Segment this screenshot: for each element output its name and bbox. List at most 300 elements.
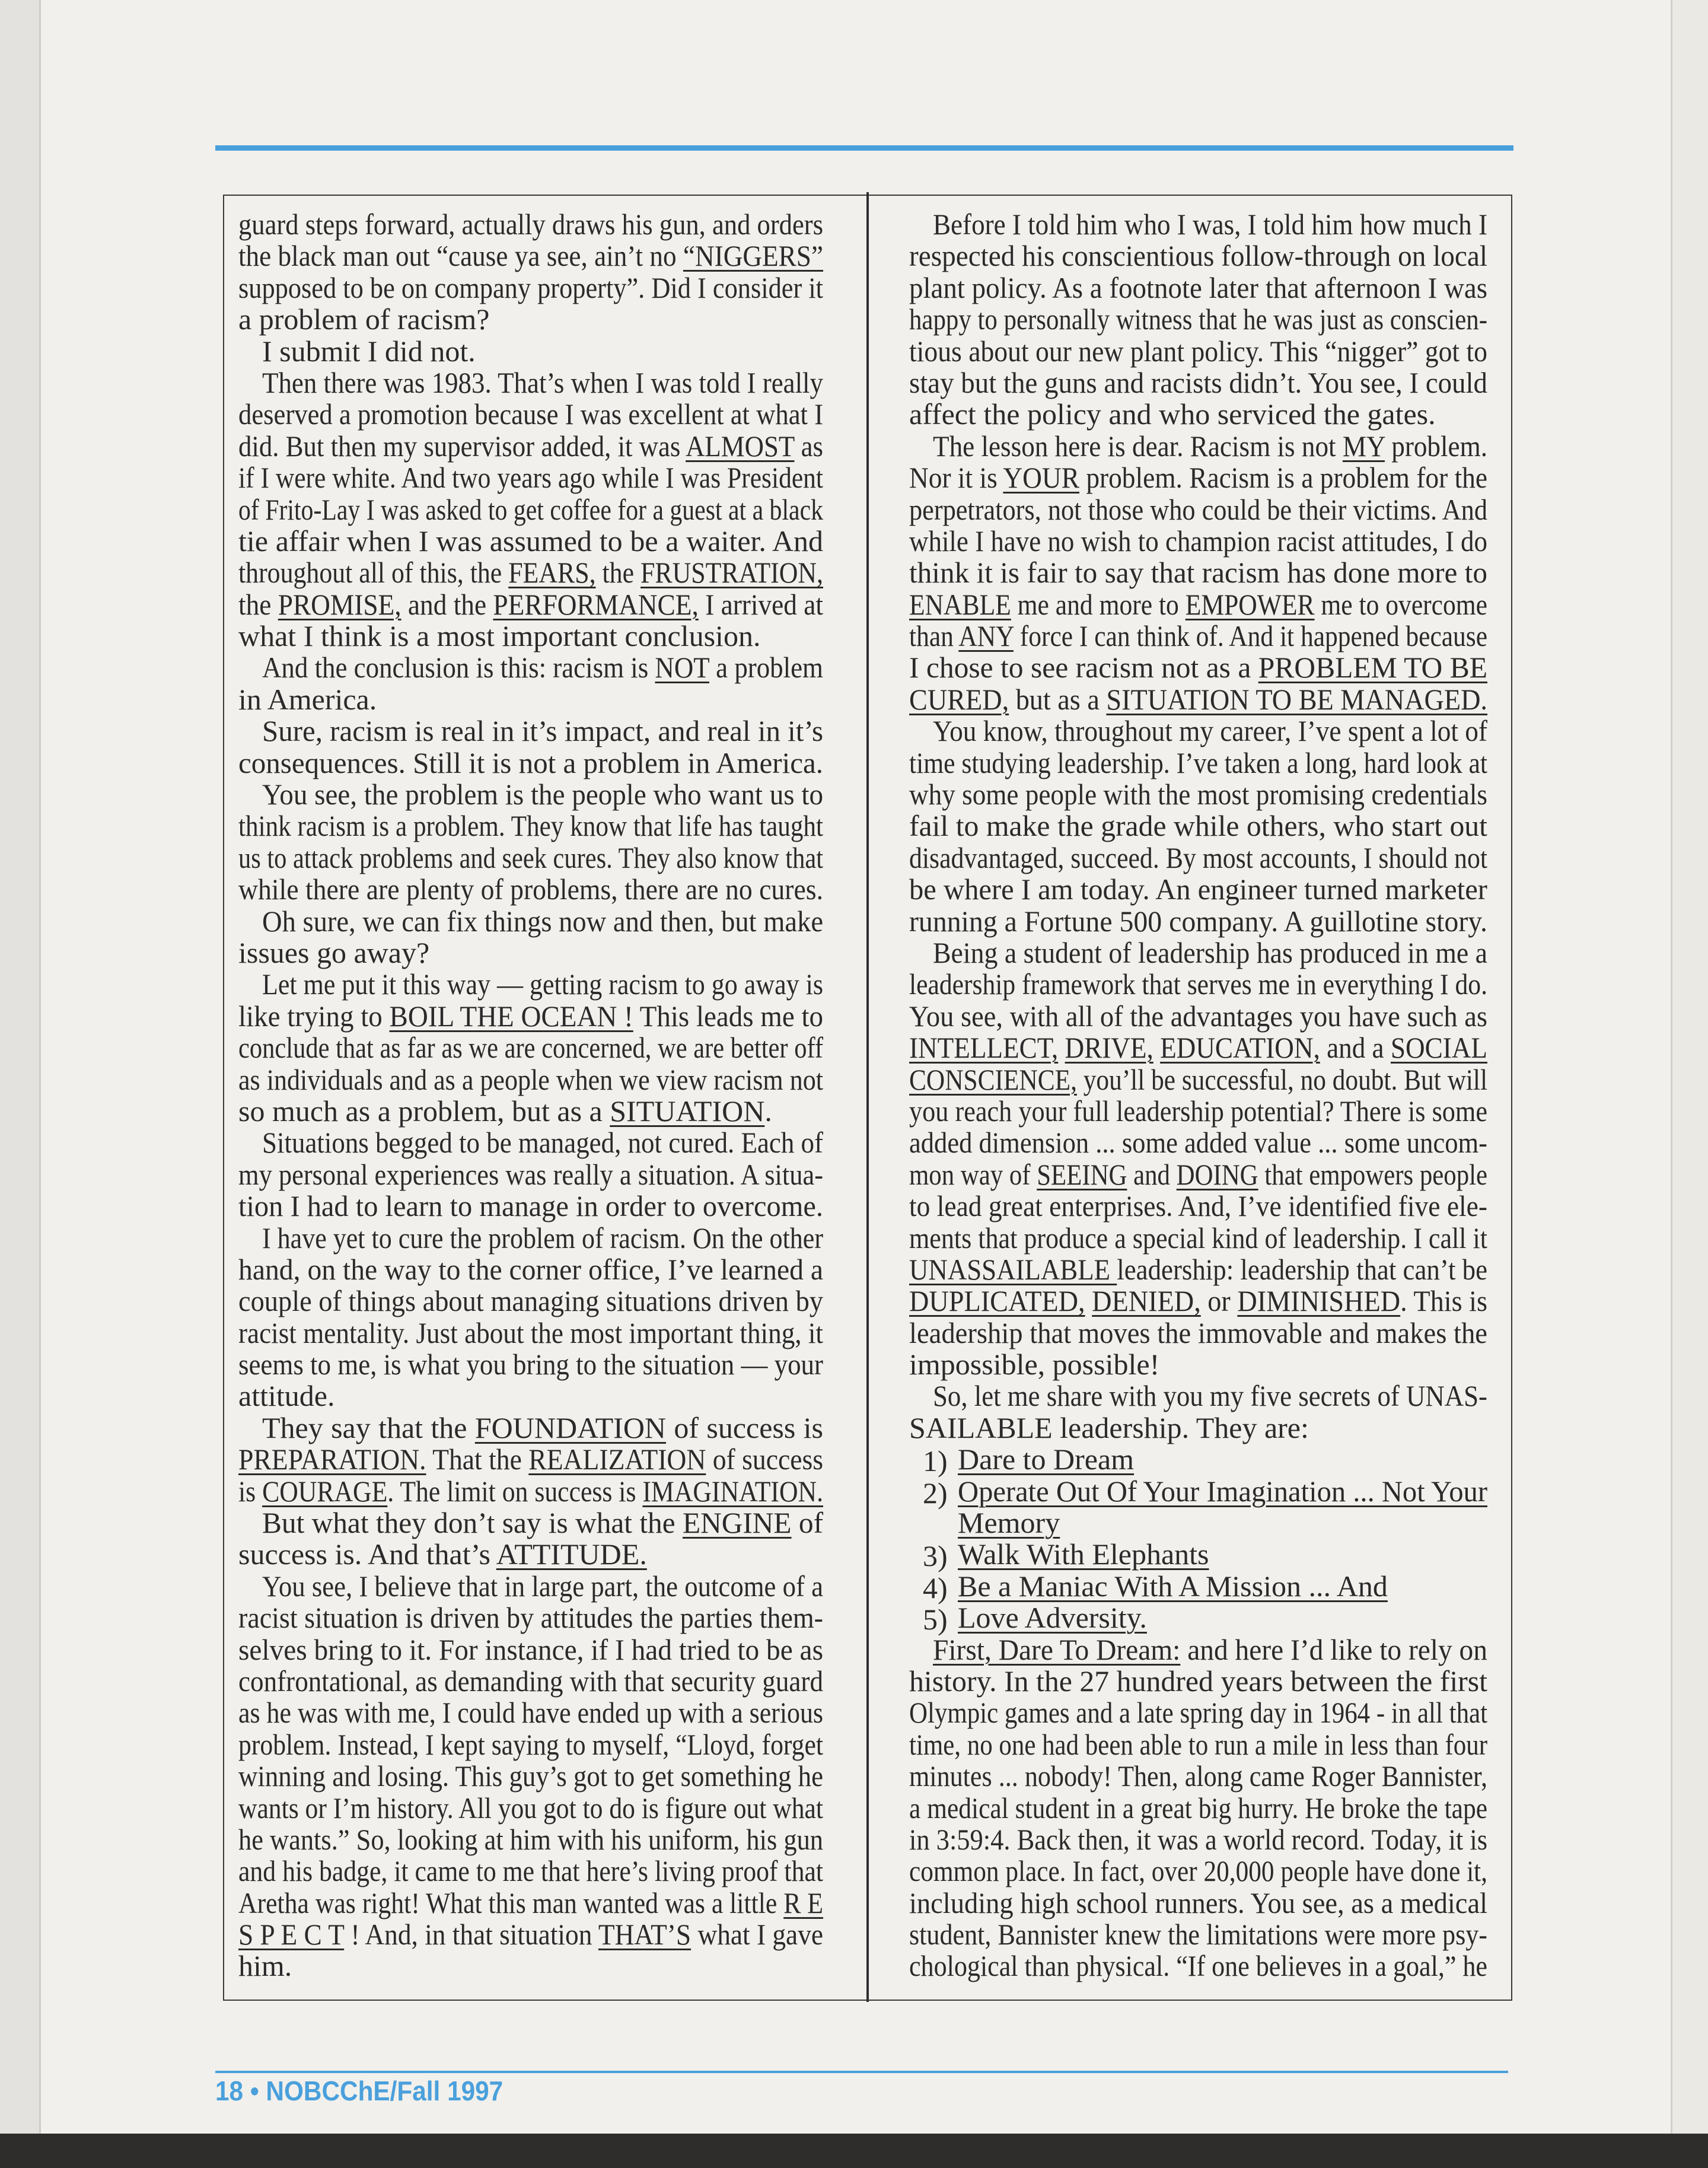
text-run: me to overcome xyxy=(1314,587,1487,621)
text-run: him. xyxy=(238,1949,292,1983)
text-line xyxy=(238,209,823,240)
text-line xyxy=(238,810,823,842)
text-line xyxy=(909,1223,1487,1254)
paragraph xyxy=(238,906,823,969)
line-text xyxy=(238,1032,823,1064)
line-text xyxy=(909,1254,1487,1285)
text-line xyxy=(238,1223,823,1254)
text-line xyxy=(909,1697,1487,1728)
line-text xyxy=(909,1285,1487,1317)
underlined-phrase: THAT’S xyxy=(598,1918,692,1951)
text-line xyxy=(238,1571,823,1602)
line-text xyxy=(238,557,823,588)
text-line xyxy=(909,399,1487,430)
text-run: problem. Instead, I kept saying to myself, “Lloyd, forget xyxy=(238,1727,823,1761)
text-line xyxy=(909,1064,1487,1096)
line-text xyxy=(262,1223,823,1254)
text-run: SAILABLE leadership. They are: xyxy=(909,1411,1309,1444)
underlined-phrase: YOUR xyxy=(1003,461,1079,495)
text-line xyxy=(909,1539,1487,1570)
text-run: guard steps forward, actually draws his gun, and orders xyxy=(238,208,823,241)
underlined-phrase: “NIGGERS” xyxy=(683,239,823,273)
line-text xyxy=(933,209,1487,240)
text-line xyxy=(909,367,1487,399)
text-run: I chose to see racism not as a xyxy=(909,651,1258,685)
text-run: time studying leadership. I’ve taken a long, hard look at xyxy=(909,746,1487,779)
underlined-phrase: R E xyxy=(783,1886,823,1919)
text-run: You see, the problem is the people who want us to xyxy=(262,778,823,811)
text-line xyxy=(909,1349,1487,1380)
text-run: Oh sure, we can fix things now and then, but make xyxy=(262,904,823,938)
text-line xyxy=(909,1919,1487,1950)
text-run: impossible, possible! xyxy=(909,1348,1160,1381)
text-run: in 3:59:4. Back then, it was a world record. Today, it is xyxy=(909,1822,1487,1856)
paragraph xyxy=(909,1634,1487,1982)
line-text xyxy=(262,1127,823,1158)
line-text xyxy=(238,1793,823,1824)
line-text xyxy=(238,1444,823,1475)
text-line xyxy=(909,1190,1487,1222)
text-run: to lead great enterprises. And, I’ve identified five ele- xyxy=(909,1189,1487,1223)
line-text xyxy=(909,747,1487,779)
text-line xyxy=(238,747,823,779)
line-text xyxy=(909,494,1487,526)
line-text xyxy=(933,715,1487,747)
text-line xyxy=(238,1697,823,1728)
line-text xyxy=(238,1855,823,1887)
line-text xyxy=(909,1697,1487,1728)
text-line xyxy=(238,1634,823,1666)
line-text xyxy=(909,1190,1487,1222)
page-binding-edge xyxy=(0,0,41,2134)
line-text xyxy=(958,1602,1147,1634)
text-run: stay but the guns and racists didn’t. You see, I could xyxy=(909,365,1487,399)
text-line xyxy=(238,1254,823,1285)
underlined-phrase: SEEING xyxy=(1037,1157,1127,1191)
line-text xyxy=(238,1887,823,1919)
text-run: and his badge, it came to me that here’s living proof that xyxy=(238,1854,823,1888)
text-line xyxy=(238,367,823,399)
paragraph xyxy=(238,1127,823,1222)
right-column xyxy=(909,209,1487,1982)
text-run: if I were white. And two years ago while I was President xyxy=(238,461,823,495)
text-run: racist situation is driven by attitudes the parties them- xyxy=(238,1601,823,1635)
text-run xyxy=(1153,1031,1160,1064)
text-line xyxy=(238,937,823,969)
header-rule xyxy=(215,145,1513,151)
text-run: minutes ... nobody! Then, along came Roger Bannister, xyxy=(909,1759,1487,1793)
text-run: This leads me to xyxy=(633,999,823,1033)
text-line xyxy=(909,1285,1487,1317)
line-text xyxy=(238,684,377,715)
column-divider xyxy=(866,192,869,2002)
text-line xyxy=(909,1666,1487,1697)
text-run: think it is fair to say that racism has done more to xyxy=(909,556,1487,590)
underlined-phrase: FOUNDATION xyxy=(474,1411,667,1444)
underlined-phrase: REALIZATION xyxy=(528,1443,706,1476)
line-text xyxy=(238,620,760,652)
text-line xyxy=(238,1919,823,1950)
text-line xyxy=(238,1666,823,1697)
underlined-phrase: INTELLECT, xyxy=(909,1031,1059,1065)
text-run xyxy=(1058,1031,1065,1064)
line-text xyxy=(238,1729,823,1760)
list-item xyxy=(909,1443,1487,1478)
text-run: me and more to xyxy=(1011,587,1186,621)
paragraph xyxy=(238,367,823,652)
text-line xyxy=(238,874,823,905)
text-run: Situations begged to be managed, not cured. Each of xyxy=(262,1126,823,1160)
text-run: Olympic games and a late spring day in 1964 - in all that xyxy=(909,1696,1487,1730)
paragraph xyxy=(238,715,823,779)
text-run: conclude that as far as we are concerned, we are better off xyxy=(238,1031,823,1065)
underlined-phrase: Operate Out Of Your Imagination ... Not Your xyxy=(958,1474,1487,1508)
paragraph xyxy=(238,209,823,336)
text-line xyxy=(909,462,1487,494)
text-line xyxy=(238,1507,823,1539)
text-run: I submit I did not. xyxy=(262,334,476,368)
line-text xyxy=(909,620,1487,652)
text-run: be where I am today. An engineer turned marketer xyxy=(909,873,1487,906)
underlined-phrase: Memory xyxy=(958,1506,1060,1540)
line-text xyxy=(238,1190,823,1222)
line-text xyxy=(933,1380,1487,1412)
text-line xyxy=(909,1887,1487,1919)
text-run: So, let me share with you my five secrets of UNAS- xyxy=(933,1379,1487,1413)
paragraph xyxy=(909,937,1487,1380)
line-text xyxy=(909,842,1487,874)
line-text xyxy=(909,1317,1487,1349)
line-text xyxy=(909,462,1487,494)
text-line xyxy=(238,1127,823,1158)
list-item xyxy=(909,1571,1487,1602)
text-line xyxy=(238,715,823,747)
text-line xyxy=(238,1001,823,1032)
text-run: the black man out “cause ya see, ain’t no xyxy=(238,239,683,273)
text-line xyxy=(909,1317,1487,1349)
paragraph xyxy=(238,336,823,367)
paragraph xyxy=(238,1571,823,1982)
line-text xyxy=(909,1032,1487,1064)
line-text xyxy=(909,1127,1487,1158)
text-run: what I gave xyxy=(691,1918,823,1951)
line-text xyxy=(909,1349,1159,1380)
text-run: mon way of xyxy=(909,1157,1037,1191)
underlined-phrase: CURED, xyxy=(909,682,1009,716)
list-number: 2) xyxy=(923,1476,948,1510)
text-run: winning and losing. This guy’s got to get something he xyxy=(238,1759,823,1793)
text-line xyxy=(909,272,1487,304)
list-number: 1) xyxy=(923,1444,948,1478)
text-run: problem. xyxy=(1384,429,1487,463)
text-line xyxy=(238,684,823,715)
text-run xyxy=(1085,1284,1092,1317)
text-run: consequences. Still it is not a problem in America. xyxy=(238,746,823,779)
paragraph xyxy=(238,779,823,906)
text-line xyxy=(909,589,1487,620)
text-run: common place. In fact, over 20,000 people have done it, xyxy=(909,1854,1487,1888)
line-text xyxy=(933,431,1487,462)
text-run: you reach your full leadership potential? There is some xyxy=(909,1094,1487,1128)
line-text xyxy=(958,1476,1487,1507)
text-line xyxy=(909,652,1487,683)
text-line xyxy=(238,1317,823,1349)
text-run: and a xyxy=(1320,1031,1391,1065)
text-run: of xyxy=(791,1506,823,1540)
line-text xyxy=(238,526,823,557)
line-text xyxy=(909,779,1487,810)
underlined-phrase: FEARS, xyxy=(508,556,596,590)
text-line xyxy=(238,1476,823,1507)
line-text xyxy=(238,1096,772,1127)
text-line xyxy=(238,969,823,1000)
text-line xyxy=(909,1855,1487,1887)
text-run: as individuals and as a people when we view racism not xyxy=(238,1062,823,1096)
line-text xyxy=(909,589,1487,620)
line-text xyxy=(909,1919,1487,1950)
text-run: while I have no wish to champion racist attitudes, I do xyxy=(909,524,1487,558)
underlined-phrase: SITUATION xyxy=(610,1094,765,1128)
underlined-phrase: NOT xyxy=(655,651,709,685)
text-run: . The limit on success is xyxy=(387,1474,643,1508)
text-line xyxy=(909,969,1487,1000)
line-text xyxy=(238,304,489,335)
paragraph xyxy=(909,715,1487,937)
paragraph xyxy=(909,431,1487,716)
underlined-phrase: SOCIAL xyxy=(1390,1031,1487,1065)
text-line xyxy=(909,620,1487,652)
line-text xyxy=(909,1760,1487,1792)
underlined-phrase: CONSCIENCE, xyxy=(909,1062,1077,1096)
line-text xyxy=(909,1855,1487,1887)
line-text xyxy=(238,494,823,526)
text-line xyxy=(909,1634,1487,1666)
text-run: a medical student in a great big hurry. He broke the tape xyxy=(909,1791,1487,1825)
underlined-phrase: DRIVE, xyxy=(1065,1031,1153,1065)
text-line xyxy=(238,336,823,367)
text-run: Aretha was right! What this man wanted was a little xyxy=(238,1886,784,1919)
text-line xyxy=(909,1950,1487,1982)
text-line xyxy=(909,1760,1487,1792)
text-run: wants or I’m history. All you got to do is figure out what xyxy=(238,1791,823,1825)
text-line xyxy=(909,1729,1487,1760)
text-run: They say that the xyxy=(262,1411,475,1444)
text-line xyxy=(238,399,823,430)
line-text xyxy=(262,1412,823,1444)
line-text xyxy=(238,1539,647,1570)
text-line xyxy=(238,1855,823,1887)
line-text xyxy=(909,557,1487,588)
text-run: Being a student of leadership has produced in me a xyxy=(933,935,1487,969)
underlined-phrase: PROBLEM TO BE xyxy=(1258,651,1487,685)
text-line xyxy=(909,1096,1487,1127)
text-run: and here I’d like to rely on xyxy=(1180,1632,1487,1666)
line-text xyxy=(238,842,823,874)
text-line xyxy=(238,1887,823,1919)
text-run: as he was with me, I could have ended up with a serious xyxy=(238,1696,823,1730)
text-line xyxy=(238,557,823,588)
text-line xyxy=(909,1001,1487,1032)
line-text xyxy=(238,399,823,430)
underlined-phrase: ENABLE xyxy=(909,587,1011,621)
text-run: tie affair when I was assumed to be a waiter. And xyxy=(238,524,823,558)
paragraph xyxy=(909,1380,1487,1444)
line-text xyxy=(262,1571,823,1602)
line-text xyxy=(958,1507,1060,1539)
text-run: a problem of racism? xyxy=(238,303,490,336)
text-run: And the conclusion is this: racism is xyxy=(262,651,655,685)
text-line xyxy=(909,906,1487,937)
text-line xyxy=(909,842,1487,874)
text-line xyxy=(909,240,1487,272)
text-run: deserved a promotion because I was excellent at what I xyxy=(238,397,823,431)
line-text xyxy=(909,906,1487,937)
underlined-phrase: MY xyxy=(1342,429,1385,463)
text-run: the xyxy=(238,587,278,621)
text-run: You see, with all of the advantages you have such as xyxy=(909,999,1487,1033)
text-run: running a Fortune 500 company. A guillotine story. xyxy=(909,904,1487,938)
text-line xyxy=(909,1032,1487,1064)
underlined-phrase: UNASSAILABLE xyxy=(909,1252,1117,1286)
line-text xyxy=(238,1760,823,1792)
line-text xyxy=(909,1950,1487,1982)
text-run: attitude. xyxy=(238,1379,335,1413)
text-run: affect the policy and who serviced the gates. xyxy=(909,397,1436,431)
text-line xyxy=(238,842,823,874)
line-text xyxy=(238,431,823,462)
line-text xyxy=(909,1887,1487,1919)
text-line xyxy=(909,747,1487,779)
text-line xyxy=(909,1380,1487,1412)
text-line xyxy=(909,684,1487,715)
line-text xyxy=(933,1634,1487,1666)
underlined-phrase: First, Dare To Dream: xyxy=(933,1632,1181,1666)
text-line xyxy=(909,779,1487,810)
text-run: that empowers people xyxy=(1258,1157,1487,1191)
text-line xyxy=(909,526,1487,557)
text-line xyxy=(238,1444,823,1475)
line-text xyxy=(238,1666,823,1697)
underlined-phrase: BOIL THE OCEAN ! xyxy=(389,999,633,1033)
line-text xyxy=(909,652,1487,683)
underlined-phrase: ALMOST xyxy=(686,429,795,463)
text-run: history. In the 27 hundred years between the first xyxy=(909,1664,1487,1698)
text-run: like trying to xyxy=(238,999,390,1033)
text-run: respected his conscientious follow-through on local xyxy=(909,239,1487,273)
text-run: leadership that moves the immovable and makes the xyxy=(909,1316,1487,1349)
text-line xyxy=(238,1032,823,1064)
text-run: You see, I believe that in large part, the outcome of a xyxy=(262,1569,823,1603)
text-run: of success xyxy=(706,1443,823,1476)
line-text xyxy=(909,272,1487,304)
text-line xyxy=(238,1064,823,1096)
text-run: and xyxy=(1127,1157,1177,1191)
text-run: couple of things about managing situations driven by xyxy=(238,1284,823,1318)
text-run: us to attack problems and seek cures. They also know that xyxy=(238,841,823,874)
text-line xyxy=(909,304,1487,335)
underlined-phrase: IMAGINATION. xyxy=(642,1474,823,1508)
paragraph xyxy=(238,969,823,1127)
text-run: hand, on the way to the corner office, I’ve learned a xyxy=(238,1252,823,1286)
text-line xyxy=(238,1349,823,1380)
text-line xyxy=(238,1729,823,1760)
text-line xyxy=(238,1760,823,1792)
line-text xyxy=(909,1159,1487,1190)
underlined-phrase: EDUCATION, xyxy=(1160,1031,1320,1065)
line-text xyxy=(262,779,823,810)
text-run: while there are plenty of problems, there are no cures. xyxy=(238,873,823,906)
underlined-phrase: SITUATION TO BE MANAGED. xyxy=(1106,682,1487,716)
line-text xyxy=(238,1634,823,1666)
text-run: . This is xyxy=(1400,1284,1487,1318)
text-line xyxy=(238,779,823,810)
text-run: ! And, in that situation xyxy=(344,1918,598,1951)
text-line xyxy=(909,494,1487,526)
text-run: or xyxy=(1200,1284,1238,1318)
paragraph xyxy=(909,209,1487,431)
text-run: so much as a problem, but as a xyxy=(238,1094,610,1128)
text-line xyxy=(909,1793,1487,1824)
text-run: selves bring to it. For instance, if I had tried to be as xyxy=(238,1632,823,1666)
text-run: That the xyxy=(426,1443,529,1476)
text-run: my personal experiences was really a situation. A situa- xyxy=(238,1157,823,1191)
line-text xyxy=(909,1412,1309,1444)
line-text xyxy=(262,367,823,399)
text-run: racist mentality. Just about the most important thing, it xyxy=(238,1316,823,1349)
line-text xyxy=(909,1096,1487,1127)
line-text xyxy=(958,1571,1388,1602)
line-text xyxy=(958,1444,1134,1475)
line-text xyxy=(238,1317,823,1349)
line-text xyxy=(909,336,1487,367)
text-run: confrontational, as demanding with that security guard xyxy=(238,1664,823,1698)
list-number: 3) xyxy=(923,1539,948,1573)
underlined-phrase: FRUSTRATION, xyxy=(640,556,823,590)
text-line xyxy=(238,304,823,335)
underlined-phrase: ENGINE xyxy=(682,1506,792,1540)
line-text xyxy=(238,1476,823,1507)
text-line xyxy=(909,431,1487,462)
underlined-phrase: PERFORMANCE, xyxy=(493,587,699,621)
text-run: I arrived at xyxy=(698,587,823,621)
text-run: time, no one had been able to run a mile in less than four xyxy=(909,1727,1487,1761)
line-text xyxy=(238,1001,823,1032)
page-footer: 18 • NOBCChE/Fall 1997 xyxy=(215,2075,504,2106)
line-text xyxy=(933,937,1487,969)
line-text xyxy=(238,810,823,842)
line-text xyxy=(262,336,476,367)
text-run: as xyxy=(794,429,823,463)
line-text xyxy=(958,1539,1209,1570)
line-text xyxy=(262,715,823,747)
text-line xyxy=(238,1380,823,1412)
text-run: than xyxy=(909,619,959,653)
text-run: Nor it is xyxy=(909,461,1003,495)
text-run: did. But then my supervisor added, it was xyxy=(238,429,686,463)
line-text xyxy=(238,1919,823,1950)
line-text xyxy=(909,399,1436,430)
text-line xyxy=(238,240,823,272)
text-run: Sure, racism is real in it’s impact, and real in it’s xyxy=(262,714,823,748)
text-line xyxy=(909,336,1487,367)
line-text xyxy=(238,1159,823,1190)
line-text xyxy=(909,684,1487,715)
line-text xyxy=(262,906,823,937)
text-run: is xyxy=(238,1474,263,1508)
list-number: 4) xyxy=(923,1571,948,1604)
text-line xyxy=(238,1539,823,1570)
text-run: ments that produce a special kind of leadership. I call it xyxy=(909,1221,1487,1255)
